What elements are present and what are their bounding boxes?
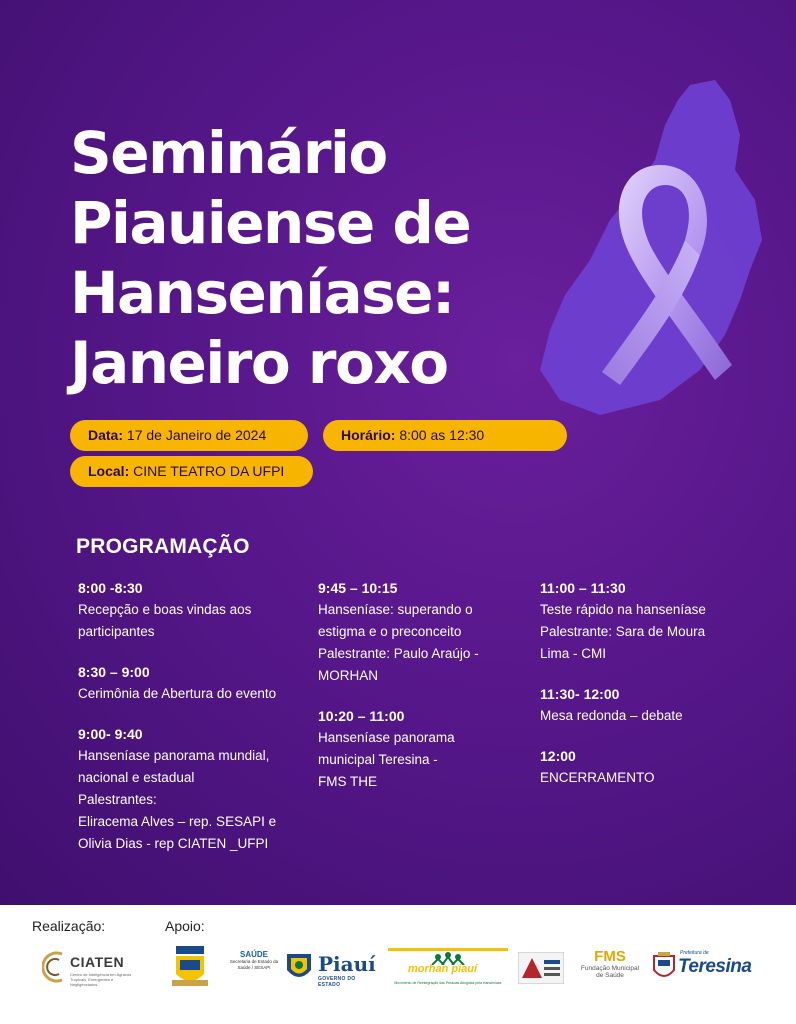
program-column-2 — [318, 577, 518, 811]
time-label: Horário: — [341, 427, 396, 443]
title-line-2: Piauiense de — [70, 189, 471, 257]
program-item — [318, 577, 518, 687]
program-desc: Hanseníase: superando o estigma e o preconceito Palestrante: Paulo Araújo - MORHAN — [318, 602, 479, 683]
page-title — [70, 118, 540, 398]
program-desc: Recepção e boas vindas aos participantes — [78, 602, 252, 639]
teresina-crest-icon — [652, 952, 676, 982]
program-time: 10:20 – 11:00 — [318, 708, 405, 724]
teresina-name: Teresina — [678, 956, 752, 977]
institution-badge-icon — [518, 952, 564, 984]
date-value: 17 de Janeiro de 2024 — [126, 427, 267, 443]
title-line-4: Janeiro roxo — [70, 329, 448, 397]
program-column-3 — [540, 577, 760, 807]
program-heading: PROGRAMAÇÃO — [76, 535, 250, 558]
program-column-1 — [78, 577, 298, 873]
morhan-sub: Movimento de Reintegração das Pessoas Atingidas pela Hanseníase — [394, 981, 502, 985]
fms-sub-1: Fundação Municipal — [580, 965, 640, 972]
place-value: CINE TEATRO DA UFPI — [133, 463, 285, 479]
program-item — [540, 577, 760, 665]
piaui-map-ribbon-icon — [540, 80, 780, 420]
place-pill — [70, 456, 313, 487]
morhan-name: morhan piauí — [408, 963, 478, 975]
program-item — [540, 683, 760, 727]
program-time: 9:00- 9:40 — [78, 726, 143, 742]
program-item — [78, 723, 298, 855]
ufpi-crest-icon — [172, 944, 208, 988]
fms-name: FMS — [594, 948, 626, 965]
program-item — [78, 577, 298, 643]
program-desc: Hanseníase panorama mundial, nacional e estadual Palestrantes: Eliracema Alves – rep. SESAPI e Olivia Dias - rep CIATEN _UFPI — [78, 748, 277, 851]
title-line-3: Hanseníase: — [70, 259, 454, 327]
program-desc: Teste rápido na hanseníase Palestrante: Sara de Moura Lima - CMI — [540, 602, 706, 661]
piaui-crest-icon — [284, 950, 314, 984]
program-time: 12:00 — [540, 748, 576, 764]
title-line-1: Seminário — [70, 119, 387, 187]
fms-sub-2: de Saúde — [596, 972, 624, 979]
program-time: 8:00 -8:30 — [78, 580, 143, 596]
program-desc: Hanseníase panorama municipal Teresina - FMS THE — [318, 730, 455, 789]
ciaten-sub: Centro de Inteligência em Agravos Tropicais, Emergentes e Negligenciados — [70, 972, 132, 987]
fms-logo — [576, 948, 644, 988]
realizacao-label: Realização: — [32, 918, 106, 934]
saude-title: SAÚDE — [239, 950, 268, 959]
program-item — [318, 705, 518, 793]
time-pill — [323, 420, 567, 451]
apoio-label: Apoio: — [165, 918, 205, 934]
date-pill — [70, 420, 308, 451]
ciaten-emblem-icon — [42, 950, 68, 984]
saude-sub: Secretaria de Estado da Saúde / SESAPI — [229, 959, 279, 970]
program-time: 8:30 – 9:00 — [78, 664, 150, 680]
piaui-government-logo — [284, 950, 378, 986]
place-label: Local: — [88, 463, 130, 479]
date-label: Data: — [88, 427, 124, 443]
saude-logo — [228, 950, 280, 986]
program-desc: Mesa redonda – debate — [540, 708, 683, 723]
program-item — [540, 745, 760, 789]
program-time: 11:00 – 11:30 — [540, 580, 626, 596]
teresina-logo — [650, 946, 770, 986]
ciaten-logo — [42, 950, 142, 988]
piaui-name: Piauí — [318, 952, 376, 976]
program-desc: Cerimônia de Abertura do evento — [78, 686, 277, 701]
program-time: 9:45 – 10:15 — [318, 580, 398, 596]
piaui-sub: GOVERNO DO ESTADO — [318, 976, 356, 988]
time-value: 8:00 as 12:30 — [399, 427, 485, 443]
program-time: 11:30- 12:00 — [540, 686, 620, 702]
program-desc: ENCERRAMENTO — [540, 770, 655, 785]
ciaten-name: CIATEN — [70, 954, 125, 970]
program-item — [78, 661, 298, 705]
teresina-pref: Prefeitura de — [680, 950, 709, 956]
morhan-logo — [388, 948, 508, 988]
